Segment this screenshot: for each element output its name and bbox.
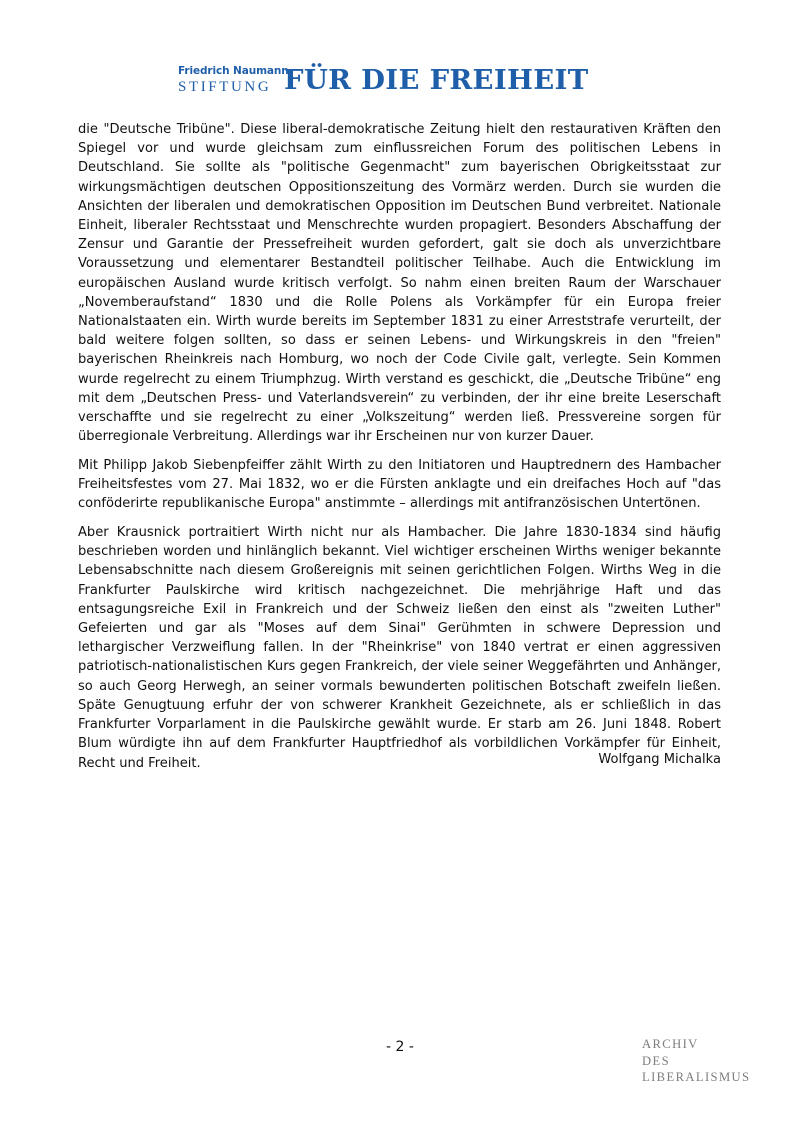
logo-name-top: Friedrich Naumann <box>178 65 289 77</box>
archive-logo <box>642 1036 750 1086</box>
article-body <box>78 120 721 782</box>
paragraph: Mit Philipp Jakob Siebenpfeiffer zählt Wirth zu den Initiatoren und Hauptrednern des Hambacher Freiheitsfestes vom 27. Mai 1832, wo er die Fürsten anklagte und ein dreifaches Hoch auf "das conföderirte republikanische Europa" anstimmte – allerdings mit antifranzösischen Untertönen. <box>78 457 721 512</box>
paragraph: Aber Krausnick portraitiert Wirth nicht nur als Hambacher. Die Jahre 1830-1834 sind häufig beschrieben worden und hinlänglich bekannt. Viel wichtiger erscheinen Wirths weniger bekannte Lebensabschnitte nach diesem Großereignis mit seinen gerichtlichen Folgen. Wirths Weg in die Frankfurter Paulskirche wird kritisch nachgezeichnet. Die mehrjährige Haft und das entsagungsreiche Exil in Frankreich und der Schweiz ließen den einst als "zweiten Luther" Gefeierten und gar als "Moses auf dem Sinai" Gerühmten in schwere Depression und lethargischer Verzweiflung fallen. In der "Rheinkrise" von 1840 vertrat er einen aggressiven patriotisch-nationalistischen Kurs gegen Frankreich, der viele seiner Weggefährten und Anhänger, so auch Georg Herwegh, an seiner vormals bewunderten politischen Botschaft zweifeln ließen. Späte Genugtuung erfuhr der von schwerer Krankheit Gezeichnete, als er schließlich in das Frankfurter Vorparlament in die Paulskirche gewählt wurde. Er starb am 26. Juni 1848. Robert Blum würdigte ihn auf dem Frankfurter Hauptfriedhof als vorbildlichen Vorkämpfer für Einheit, Recht und Freiheit. <box>78 525 721 771</box>
archive-line: DES <box>642 1053 670 1068</box>
logo-name-bottom: STIFTUNG <box>178 79 272 95</box>
paragraph: die "Deutsche Tribüne". Diese liberal-demokratische Zeitung hielt den restaurativen Kräften den Spiegel vor und wurde gleichsam zum einflussreichen Forum des politischen Lebens in Deutschland. Sie sollte als "politische Gegenmacht" zum bayerischen Obrigkeitsstaat zur wirkungsmächtigen deutschen Oppositionszeitung des Vormärz werden. Durch sie wurden die Ansichten der liberalen und demokratischen Opposition im Deutschen Bund verbreitet. Nationale Einheit, liberaler Rechtsstaat und Menschrechte wurden propagiert. Besonders Abschaffung der Zensur und Garantie der Pressefreiheit wurden gefordert, galt sie doch als unverzichtbare Voraussetzung und elementarer Bestandteil politischer Teilhabe. Auch die Entwicklung im europäischen Ausland wurde kritisch verfolgt. So nahm einen breiten Raum der Warschauer „Novemberaufstand“ 1830 und die Rolle Polens als Vorkämpfer für ein Europa freier Nationalstaaten ein. Wirth wurde bereits im September 1831 zu einer Arreststrafe verurteilt, der bald weitere folgen sollten, so dass er seinen Lebens- und Wirkungskreis in den "freien" bayerischen Rheinkreis nach Homburg, wo noch der Code Civile galt, verlegte. Sein Kommen wurde regelrecht zu einem Triumphzug. Wirth verstand es geschickt, die „Deutsche Tribüne“ eng mit dem „Deutschen Press- und Vaterlandsverein“ zu verbinden, der ihr eine breite Leserschaft verschaffte und sie regelrecht zu einer „Volkszeitung“ werden ließ. Pressvereine sorgen für überregionale Verbreitung. Allerdings war ihr Erscheinen nur von kurzer Dauer. <box>78 122 721 445</box>
foundation-logo <box>178 62 614 100</box>
author-signature: Wolfgang Michalka <box>598 752 721 767</box>
logo-foundation-name <box>178 62 289 95</box>
archive-line: LIBERALISMUS <box>642 1070 751 1084</box>
page-number: - 2 - <box>386 1039 414 1055</box>
archive-line: ARCHIV <box>642 1037 699 1051</box>
logo-slogan: FÜR DIE FREIHEIT <box>284 64 589 96</box>
